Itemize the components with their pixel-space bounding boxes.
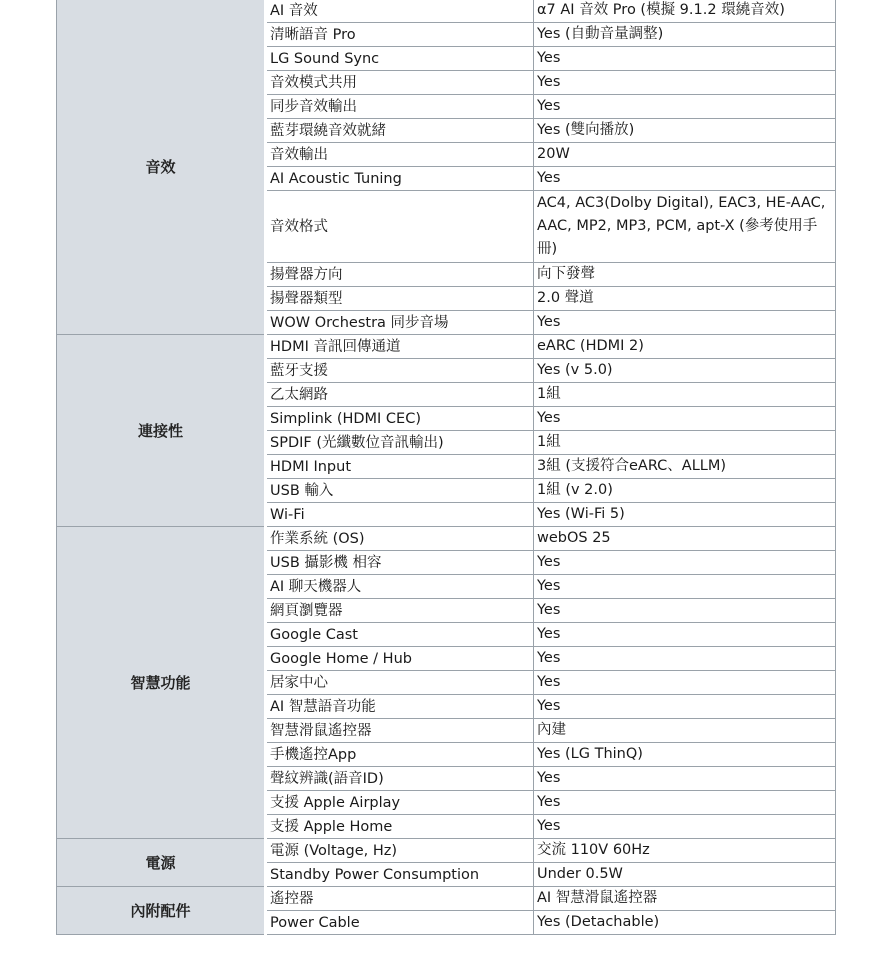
spec-label: HDMI 音訊回傳通道 [266, 335, 534, 359]
spec-table-body [57, 0, 836, 935]
spec-value: Yes [534, 47, 836, 71]
spec-label: 智慧滑鼠遙控器 [266, 719, 534, 743]
spec-label: AI 聊天機器人 [266, 575, 534, 599]
section-category: 音效 [57, 0, 266, 335]
spec-label: 聲紋辨識(語音ID) [266, 767, 534, 791]
spec-row [57, 527, 836, 551]
spec-label: 音效輸出 [266, 143, 534, 167]
spec-row [57, 335, 836, 359]
spec-label: AI 音效 [266, 0, 534, 23]
spec-label: 乙太網路 [266, 383, 534, 407]
spec-value: 20W [534, 143, 836, 167]
spec-label: Wi-Fi [266, 503, 534, 527]
spec-label: 揚聲器方向 [266, 263, 534, 287]
spec-value: 1組 (v 2.0) [534, 479, 836, 503]
spec-row [57, 887, 836, 911]
spec-value: Yes [534, 815, 836, 839]
spec-label: AI 智慧語音功能 [266, 695, 534, 719]
spec-value: eARC (HDMI 2) [534, 335, 836, 359]
spec-value: 2.0 聲道 [534, 287, 836, 311]
spec-label: Google Home / Hub [266, 647, 534, 671]
spec-value: 向下發聲 [534, 263, 836, 287]
spec-value: Yes [534, 311, 836, 335]
spec-value: 內建 [534, 719, 836, 743]
spec-row [57, 0, 836, 23]
spec-value: Yes [534, 695, 836, 719]
spec-value: Yes [534, 167, 836, 191]
spec-value: Yes [534, 767, 836, 791]
spec-label: WOW Orchestra 同步音場 [266, 311, 534, 335]
spec-value: Yes [534, 791, 836, 815]
spec-label: Standby Power Consumption [266, 863, 534, 887]
spec-label: 藍牙支援 [266, 359, 534, 383]
spec-label: 音效模式共用 [266, 71, 534, 95]
spec-row [57, 839, 836, 863]
section-category: 內附配件 [57, 887, 266, 935]
spec-table [56, 0, 836, 935]
section-category: 連接性 [57, 335, 266, 527]
spec-label: SPDIF (光纖數位音訊輸出) [266, 431, 534, 455]
spec-value: AI 智慧滑鼠遙控器 [534, 887, 836, 911]
spec-value: Yes (v 5.0) [534, 359, 836, 383]
spec-label: 手機遙控App [266, 743, 534, 767]
spec-value: Yes [534, 575, 836, 599]
section-category: 電源 [57, 839, 266, 887]
spec-value: Yes [534, 671, 836, 695]
spec-value: Yes (LG ThinQ) [534, 743, 836, 767]
spec-value: Yes [534, 647, 836, 671]
spec-label: USB 輸入 [266, 479, 534, 503]
spec-label: AI Acoustic Tuning [266, 167, 534, 191]
spec-label: 揚聲器類型 [266, 287, 534, 311]
spec-label: Power Cable [266, 911, 534, 935]
spec-value: AC4, AC3(Dolby Digital), EAC3, HE-AAC, AAC, MP2, MP3, PCM, apt-X (參考使用手冊) [534, 191, 836, 263]
spec-label: 音效格式 [266, 191, 534, 263]
section-category: 智慧功能 [57, 527, 266, 839]
spec-value: 1組 [534, 383, 836, 407]
spec-label: 清晰語音 Pro [266, 23, 534, 47]
spec-value: Yes [534, 95, 836, 119]
spec-label: 遙控器 [266, 887, 534, 911]
spec-label: 同步音效輸出 [266, 95, 534, 119]
spec-value: α7 AI 音效 Pro (模擬 9.1.2 環繞音效) [534, 0, 836, 23]
spec-value: Yes [534, 71, 836, 95]
spec-label: 支援 Apple Airplay [266, 791, 534, 815]
spec-label: 藍芽環繞音效就緒 [266, 119, 534, 143]
spec-label: Google Cast [266, 623, 534, 647]
spec-value: Yes [534, 407, 836, 431]
spec-label: 支援 Apple Home [266, 815, 534, 839]
spec-label: HDMI Input [266, 455, 534, 479]
spec-value: 1組 [534, 431, 836, 455]
spec-label: USB 攝影機 相容 [266, 551, 534, 575]
spec-label: Simplink (HDMI CEC) [266, 407, 534, 431]
spec-value: Yes [534, 599, 836, 623]
spec-value: Yes (雙向播放) [534, 119, 836, 143]
spec-value: webOS 25 [534, 527, 836, 551]
spec-value: Under 0.5W [534, 863, 836, 887]
spec-value: Yes [534, 551, 836, 575]
spec-label: 電源 (Voltage, Hz) [266, 839, 534, 863]
spec-label: 居家中心 [266, 671, 534, 695]
spec-value: Yes [534, 623, 836, 647]
spec-value: 3組 (支援符合eARC、ALLM) [534, 455, 836, 479]
spec-value: Yes (Detachable) [534, 911, 836, 935]
spec-value: Yes (自動音量調整) [534, 23, 836, 47]
spec-label: 網頁瀏覽器 [266, 599, 534, 623]
spec-label: 作業系統 (OS) [266, 527, 534, 551]
spec-label: LG Sound Sync [266, 47, 534, 71]
spec-value: 交流 110V 60Hz [534, 839, 836, 863]
spec-value: Yes (Wi-Fi 5) [534, 503, 836, 527]
